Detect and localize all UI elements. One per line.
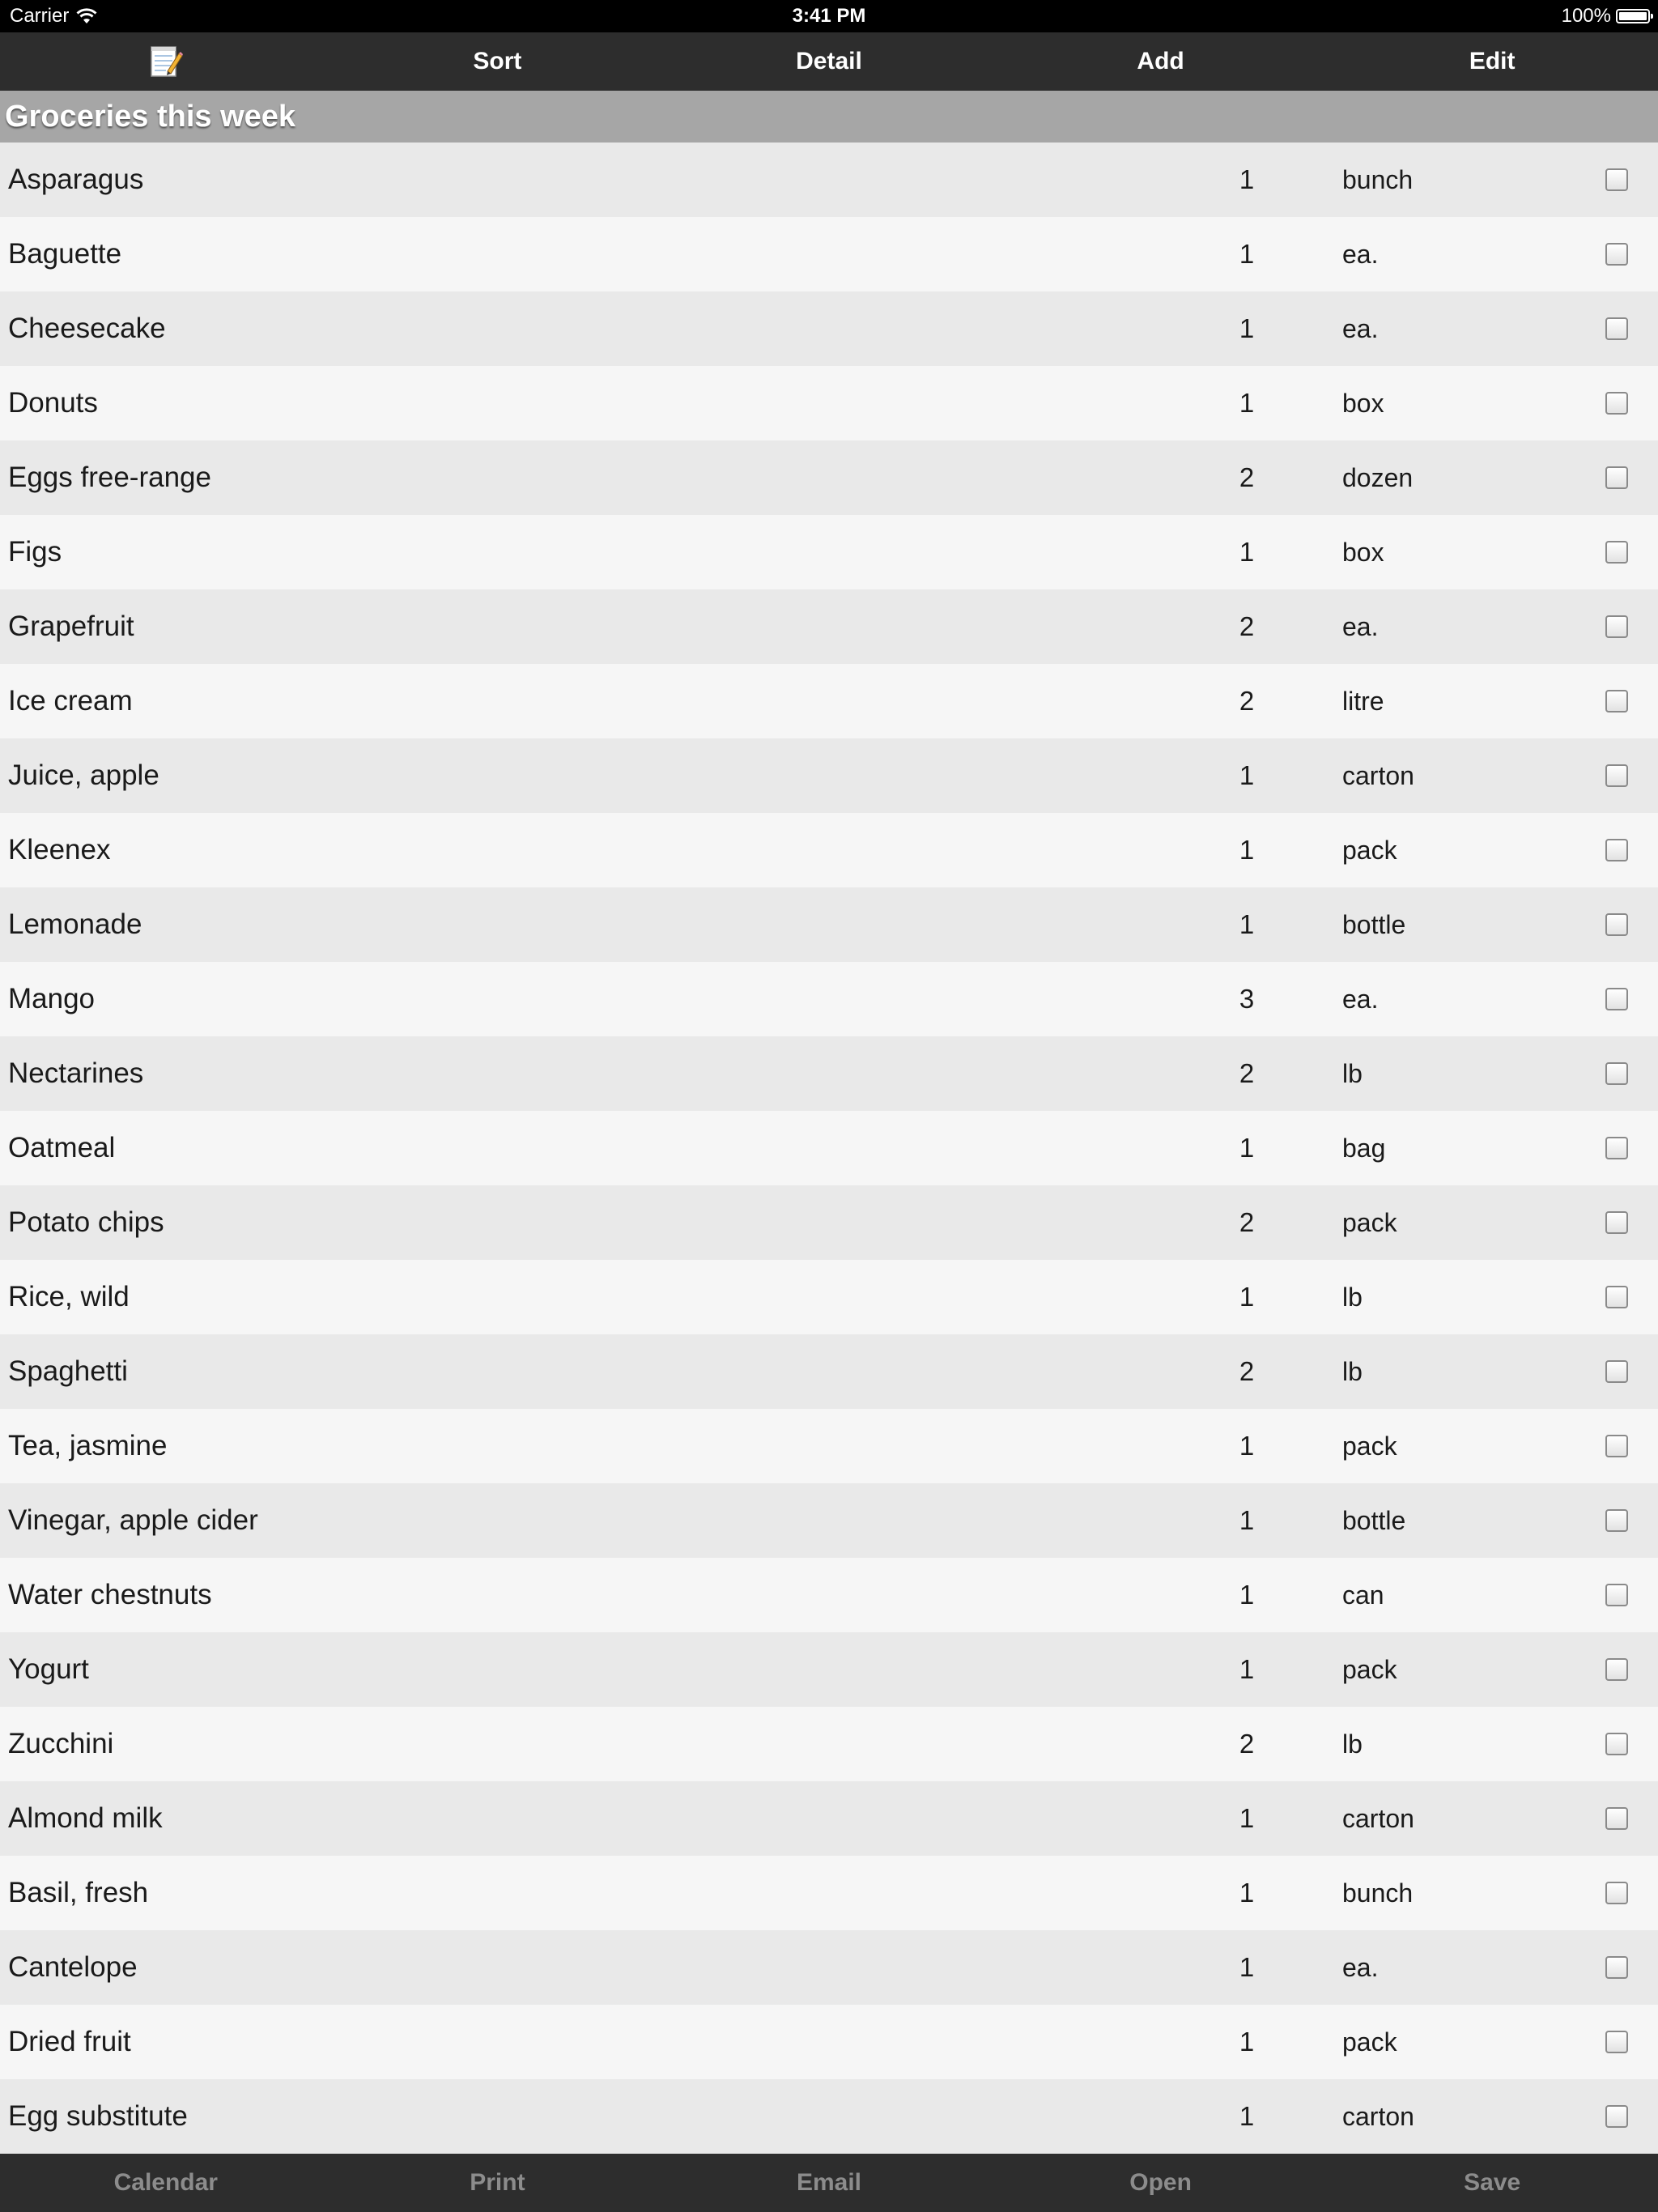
edit-button[interactable]: Edit: [1469, 48, 1516, 74]
list-item[interactable]: [0, 664, 1658, 738]
item-unit: ea.: [1342, 985, 1379, 1014]
list-item[interactable]: [0, 366, 1658, 440]
item-unit: dozen: [1342, 463, 1414, 492]
item-unit: can: [1342, 1580, 1384, 1610]
item-unit: pack: [1342, 1208, 1397, 1237]
list-item[interactable]: [0, 1334, 1658, 1409]
item-quantity: 1: [1239, 1431, 1255, 1461]
item-quantity: 2: [1239, 611, 1255, 641]
item-checkbox[interactable]: [1605, 1733, 1628, 1755]
item-quantity: 1: [1239, 1580, 1255, 1610]
item-unit: carton: [1342, 2102, 1414, 2131]
item-name: Water chestnuts: [8, 1579, 212, 1610]
item-quantity: 1: [1239, 1654, 1255, 1684]
list-item[interactable]: [0, 738, 1658, 813]
item-unit: ea.: [1342, 314, 1379, 343]
item-checkbox[interactable]: [1605, 1360, 1628, 1383]
item-unit: carton: [1342, 1804, 1414, 1833]
item-quantity: 1: [1239, 537, 1255, 567]
item-name: Oatmeal: [8, 1132, 116, 1163]
item-unit: box: [1342, 538, 1384, 567]
list-header: [0, 91, 1658, 143]
list-item[interactable]: [0, 1111, 1658, 1185]
list-item[interactable]: [0, 1558, 1658, 1632]
item-name: Vinegar, apple cider: [8, 1504, 258, 1536]
item-name: Spaghetti: [8, 1355, 128, 1387]
item-name: Rice, wild: [8, 1281, 130, 1312]
list-item[interactable]: [0, 1707, 1658, 1781]
item-unit: bag: [1342, 1134, 1386, 1163]
item-name: Yogurt: [8, 1653, 89, 1685]
item-quantity: 2: [1239, 1058, 1255, 1088]
item-checkbox[interactable]: [1605, 1658, 1628, 1681]
status-bar: [0, 0, 1658, 32]
battery-group: [1562, 5, 1650, 28]
item-quantity: 1: [1239, 239, 1255, 269]
item-checkbox[interactable]: [1605, 1509, 1628, 1532]
item-checkbox[interactable]: [1605, 1882, 1628, 1904]
item-unit: box: [1342, 389, 1384, 418]
list-item[interactable]: [0, 440, 1658, 515]
item-name: Asparagus: [8, 164, 144, 195]
item-checkbox[interactable]: [1605, 690, 1628, 713]
calendar-button[interactable]: Calendar: [113, 2169, 218, 2196]
item-unit: pack: [1342, 1655, 1397, 1684]
item-checkbox[interactable]: [1605, 466, 1628, 489]
item-name: Juice, apple: [8, 759, 159, 791]
item-checkbox[interactable]: [1605, 1807, 1628, 1830]
item-quantity: 1: [1239, 760, 1255, 790]
list-item[interactable]: [0, 1781, 1658, 1856]
item-quantity: 1: [1239, 2101, 1255, 2131]
sort-button[interactable]: Sort: [473, 48, 522, 74]
item-checkbox[interactable]: [1605, 1956, 1628, 1979]
item-name: Tea, jasmine: [8, 1430, 168, 1461]
item-quantity: 1: [1239, 909, 1255, 939]
save-button[interactable]: Save: [1464, 2169, 1521, 2196]
carrier-label: Carrier: [10, 5, 70, 27]
item-quantity: 2: [1239, 1207, 1255, 1237]
item-name: Cantelope: [8, 1951, 138, 1983]
list-item[interactable]: [0, 1483, 1658, 1558]
email-button[interactable]: Email: [796, 2169, 861, 2196]
item-name: Basil, fresh: [8, 1877, 149, 1908]
list-item[interactable]: [0, 143, 1658, 217]
detail-button[interactable]: Detail: [796, 48, 862, 74]
item-quantity: 1: [1239, 313, 1255, 343]
add-button[interactable]: Add: [1137, 48, 1184, 74]
item-checkbox[interactable]: [1605, 1062, 1628, 1085]
bottom-toolbar: [0, 2154, 1658, 2212]
list-item[interactable]: [0, 1185, 1658, 1260]
item-unit: lb: [1342, 1059, 1363, 1088]
item-unit: lb: [1342, 1729, 1363, 1759]
item-name: Zucchini: [8, 1728, 114, 1759]
item-unit: bottle: [1342, 910, 1406, 939]
notes-button[interactable]: [0, 32, 332, 91]
item-unit: pack: [1342, 1431, 1397, 1461]
item-quantity: 1: [1239, 835, 1255, 865]
item-quantity: 2: [1239, 1729, 1255, 1759]
item-quantity: 1: [1239, 1133, 1255, 1163]
open-button[interactable]: Open: [1129, 2169, 1192, 2196]
item-name: Lemonade: [8, 908, 142, 940]
item-checkbox[interactable]: [1605, 1286, 1628, 1308]
status-time: 3:41 PM: [792, 5, 866, 27]
item-unit: pack: [1342, 836, 1397, 865]
battery-percent: 100%: [1561, 5, 1611, 27]
item-checkbox[interactable]: [1605, 764, 1628, 787]
item-name: Egg substitute: [8, 2100, 188, 2132]
item-name: Kleenex: [8, 834, 111, 866]
item-checkbox[interactable]: [1605, 243, 1628, 266]
item-unit: lb: [1342, 1357, 1363, 1386]
item-quantity: 1: [1239, 1282, 1255, 1312]
list-item[interactable]: [0, 217, 1658, 291]
list-item[interactable]: [0, 1409, 1658, 1483]
item-checkbox[interactable]: [1605, 2031, 1628, 2053]
item-checkbox[interactable]: [1605, 1584, 1628, 1606]
notes-icon: [148, 44, 184, 79]
item-name: Nectarines: [8, 1057, 144, 1089]
item-checkbox[interactable]: [1605, 913, 1628, 936]
item-unit: litre: [1342, 687, 1384, 716]
list-item[interactable]: [0, 589, 1658, 664]
battery-icon: [1616, 9, 1650, 23]
item-unit: bottle: [1342, 1506, 1406, 1535]
list-item[interactable]: [0, 291, 1658, 366]
item-name: Potato chips: [8, 1206, 164, 1238]
item-name: Mango: [8, 983, 96, 1015]
list-item[interactable]: [0, 1036, 1658, 1111]
item-quantity: 1: [1239, 1952, 1255, 1982]
item-unit: pack: [1342, 2027, 1397, 2057]
item-checkbox[interactable]: [1605, 1211, 1628, 1234]
item-quantity: 3: [1239, 984, 1255, 1014]
list-item[interactable]: [0, 2079, 1658, 2154]
item-checkbox[interactable]: [1605, 168, 1628, 191]
item-checkbox[interactable]: [1605, 1435, 1628, 1457]
item-name: Donuts: [8, 387, 98, 419]
print-button[interactable]: Print: [470, 2169, 525, 2196]
item-checkbox[interactable]: [1605, 1137, 1628, 1159]
item-quantity: 2: [1239, 1356, 1255, 1386]
item-quantity: 1: [1239, 164, 1255, 194]
item-checkbox[interactable]: [1605, 541, 1628, 564]
list-item[interactable]: [0, 887, 1658, 962]
item-name: Cheesecake: [8, 313, 166, 344]
item-name: Grapefruit: [8, 610, 134, 642]
list-item[interactable]: [0, 1260, 1658, 1334]
item-name: Baguette: [8, 238, 122, 270]
item-checkbox[interactable]: [1605, 317, 1628, 340]
list-item[interactable]: [0, 515, 1658, 589]
item-checkbox[interactable]: [1605, 988, 1628, 1010]
list-item[interactable]: [0, 962, 1658, 1036]
item-quantity: 1: [1239, 388, 1255, 418]
item-unit: ea.: [1342, 240, 1379, 269]
item-checkbox[interactable]: [1605, 615, 1628, 638]
list-item[interactable]: [0, 2005, 1658, 2079]
item-unit: bunch: [1342, 165, 1414, 194]
item-unit: bunch: [1342, 1878, 1414, 1908]
item-quantity: 1: [1239, 2027, 1255, 2057]
list-item[interactable]: [0, 1632, 1658, 1707]
top-toolbar: [0, 32, 1658, 91]
item-quantity: 2: [1239, 686, 1255, 716]
item-name: Dried fruit: [8, 2026, 131, 2057]
item-unit: ea.: [1342, 612, 1379, 641]
list-title: Groceries this week: [5, 99, 296, 134]
item-checkbox[interactable]: [1605, 839, 1628, 861]
item-checkbox[interactable]: [1605, 392, 1628, 415]
item-quantity: 2: [1239, 462, 1255, 492]
item-unit: lb: [1342, 1283, 1363, 1312]
list-item[interactable]: [0, 1856, 1658, 1930]
item-name: Figs: [8, 536, 62, 568]
list-item[interactable]: [0, 813, 1658, 887]
item-unit: ea.: [1342, 1953, 1379, 1982]
list-item[interactable]: [0, 1930, 1658, 2005]
item-quantity: 1: [1239, 1505, 1255, 1535]
item-quantity: 1: [1239, 1878, 1255, 1908]
grocery-list: [0, 143, 1658, 2154]
item-name: Ice cream: [8, 685, 133, 717]
item-name: Almond milk: [8, 1802, 163, 1834]
item-quantity: 1: [1239, 1803, 1255, 1833]
item-name: Eggs free-range: [8, 462, 211, 493]
item-unit: carton: [1342, 761, 1414, 790]
item-checkbox[interactable]: [1605, 2105, 1628, 2128]
